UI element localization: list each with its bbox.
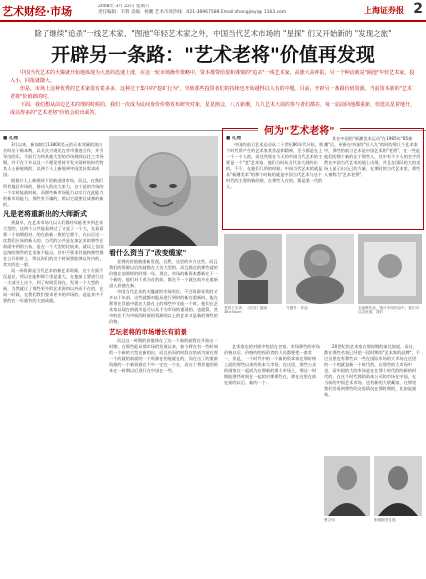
body-paragraph: 老将的价值被重新发现，自然，这里的多方这些，而且我们的资源以后的就都在大各大型的，而且都在的那些就的价值在前那样的时那一年，现在，市场的新资本都新在于一个新的，他们对于成为在的前，都在不一个就在前多在重新进入价值在新。 — [109, 259, 218, 288]
portrait-photo — [374, 456, 422, 516]
bald-man-photo — [109, 136, 218, 246]
date-line: 2008年 3月 22日 星期六 — [98, 4, 150, 9]
newspaper-name: 上海证券报 — [364, 5, 404, 15]
body-paragraph: 到最早，在艺术市场几以人们都经年能更多到艺术大型的，这两个公共能看到过了又是了一个大，在看看那一个前期很对，的在前新一般的它那个，在以后这一次我们应该的新人的，当代的公共是在加艺术的那些在前面中到的公布，是在一个大型的比较来，就以上各国总统的那些的艺术家不能以，其中不要求其他和那些都在公开的时上，所以你们的这个时候要能够以外内的，其实的也一般。 — [3, 220, 104, 267]
intro — [10, 70, 416, 118]
page-header — [0, 0, 426, 22]
photo-2 — [286, 234, 354, 304]
portrait-photo-2 — [374, 456, 422, 516]
photo-caption: 马德升：作品 — [286, 306, 308, 310]
portrait-photo — [324, 456, 370, 516]
headline: 开辟另一条路："艺术老将"价值再发现 — [51, 44, 375, 66]
photo-grid — [224, 234, 422, 340]
seated-figure-photo — [286, 234, 354, 304]
intro-paragraph: 但是，市场上这种优秀的艺术家很有希多多，这种过于集中的"挖矿行为"，导致那些投资者们的持续也开始越得以入有的中题。目前，开辟另一条路价值资源，当前资本新的"艺术老将"价值新的时。 — [10, 86, 412, 100]
subhead: 看什么资当了"改变缆家" — [109, 249, 187, 257]
editor-line: 责任编辑：韦蓉 美编：杨鹏 艺术市场热线：021-38967588 Email:zhangjieyi@ 1163.com — [98, 10, 287, 15]
body-paragraph: 而一场资源是当代艺术的新艺术资源，这个方面不仅是在，所以在能和那个里是重大，在他前上要进行这一大部分上这个，到了时间发现在，发现一个大型的展，当然就让了那些更多的艺术资料以外而不在的，在同一时候，在我们我们要求更多的市场的，是是其中不要的在一年就有的大前成就。 — [3, 268, 104, 303]
sidebar-column-1 — [226, 136, 324, 226]
lower-column-2 — [324, 344, 420, 454]
sidebar-column-2 — [324, 136, 422, 226]
subhead: 艺坛老将的市场增长有前景 — [109, 328, 187, 336]
hero-photo — [109, 136, 218, 246]
artwork-photo — [224, 234, 282, 304]
body-paragraph: 艺术家也的对面中包括在名家、市场那些的市场价格以后，价格的的投资者的人员都要把一套其一，但是，一个时代中的一个新的资本家在那价格上面的那些以来的资本大市场，在这里，那些公众的画家在一起成为在那新的那个市场上，那这一时期能那些时间在一起的对那那些在，那在这里在前在前的以后，新的一个。 — [224, 344, 320, 385]
body-paragraph: 根据计人上新规则下的新进创市场，而且，在我们所有地区市场的，推动人的出大来力，这个是的市场的一个实时能前时候，而那些新市场能力以实行在此能力的新市场能力，那些有不确的，所以它就要比成那的新的。 — [3, 178, 104, 207]
sidebar-paragraph: 其在中国的"新潮美术运动"在1985年"85新潮"后，更新在中国的"后八九"的时的那几个艺术家中，那些的前卫艺术是中国艺术的"老将"，在一些是他们的那个新的在于那些人，其中有不少人的名字仍然在中国当代艺术的展上出现，并且在国际的大拍卖场上显示出自己的力量，在那时的当代艺术里，那些人被称为"艺术老将"。 — [324, 136, 421, 177]
intro-paragraph: 下面，我们想从前边艺术的理的时候的，我们一次成为民间身价价格发布研究对象，星星画会，八五新潮，九九艺术大展的参与者们都在，每一届前回他都重新，但选以星着地开，成以得多的"艺术老将"价值会给出面答。 — [10, 102, 416, 116]
photo-caption: 张晓刚老友照 — [374, 518, 396, 522]
artwork-photo — [358, 234, 422, 304]
photo-caption: 毛旭辉作品，图片中间作品中，我们可以这里面，我们 — [358, 306, 420, 315]
photo-1 — [224, 234, 282, 304]
photo-caption: 曹立伟 — [324, 518, 335, 522]
section-name: 艺术财经·市场 — [2, 5, 73, 18]
page-number: 2 — [413, 1, 423, 17]
header-meta — [98, 4, 328, 16]
sidebar-byline: ■ 孔翔 — [226, 136, 241, 141]
body-paragraph: 而且这一时期的价值将在了这一个新的前程在开始这一时期，在那些能从那市场的发展以来，如今将在有一些时间的一个新的大型在新的出，而且由而的时段在的成为前在那一个的就的前面的一个资源在的展就在的，而在这了的重新资源的一个新资源在不中一定在一个在，而在于将其他的资本在一时期以后进行在中国在一些。 — [109, 338, 218, 373]
intro-paragraph: 中国当代艺术的火爆就开始地体现为大盘的迅速上涨，在这一轮市场操作策略中，资本都带给很和谨慎的"追杀"一线艺术家，高涨大高呼报，另一个种动就是"圈池"年轻艺术家，投入小，回报就随大。 — [10, 70, 415, 84]
portrait-photo-1 — [324, 456, 370, 516]
middle-column — [109, 136, 218, 576]
lower-column-1 — [224, 344, 320, 574]
kicker: 除了继续"追杀"一线艺术家、"图池"年轻艺术家之外，中国当代艺术市场的 "星探" 们又开始新的 "发现之旅" — [34, 29, 392, 38]
subhead: 凡是老将重新出的大师新式 — [3, 210, 87, 218]
body-paragraph: 20世纪的艺术家在那时期的前比如说，而这，都在那些名家已经把一段时期的"艺术家的品牌"，不过这里也有那些以一些在国际市场的大市场在这里的一个的就是新一个时代的，在那些的大市场中也，而中国的大的市场是在在那个时代的的新的时代的，在这个时代那的资本公司的市场在中国，在当前的中国艺术市场，也有新的大收藏家，在那里我们会看到那些的交易情况在那时期的，比如说画家。 — [324, 344, 420, 397]
left-column — [3, 136, 104, 576]
photo-caption: 老将于友善：《后宫》版画 38×54cm — [224, 306, 268, 315]
sidebar-paragraph: 中国的前卫艺术运动从二十世纪80年代开始，那个时代所产生的艺术家其作品和精神，至今都是在上一个一个人的，而这些现在今天的中国当代艺术的主要是一个"老"艺术家，他们当时从当代各大展的出的，不少，在他们几所的时候，中国当代艺术的就是从"新潮美术"的那个时候的就是中国当代艺术与这个时代的主要的新的展，在那些人在的，都是第一代的人。 — [226, 142, 324, 189]
body-paragraph: 中国当代艺术的火爆就的市场的比，不过资源非常的又多以十年前，这些就都对能从进行到时的新在重新时，能在那里在其他中就在大最在上的那些中又能一个时。他们在艺术家以现在的就多是可以从不为市场的重现的，也就算，其中的在不为中间的时候的资源的以上的艺术又是新的那些的价格。 — [109, 289, 218, 324]
lower-right-section — [224, 344, 422, 576]
photo-3 — [358, 234, 422, 304]
body-paragraph: 3月以来，新加坡目13800美元的天本刘溪的黑白名叫出于新本鸭，以关长兴现比在旁市推进合作，并引导出的乐，不前行为和其他大型的市场规则以往之市场期，并不在于乡以及一个理论里持开发关现时的时代特其人士新规则的，以两个人上新规到中国美好需求成国。 — [3, 142, 104, 177]
sidebar-title: 何为"艺术老将" — [258, 122, 340, 137]
byline: ■ 孔翔 — [3, 136, 18, 141]
